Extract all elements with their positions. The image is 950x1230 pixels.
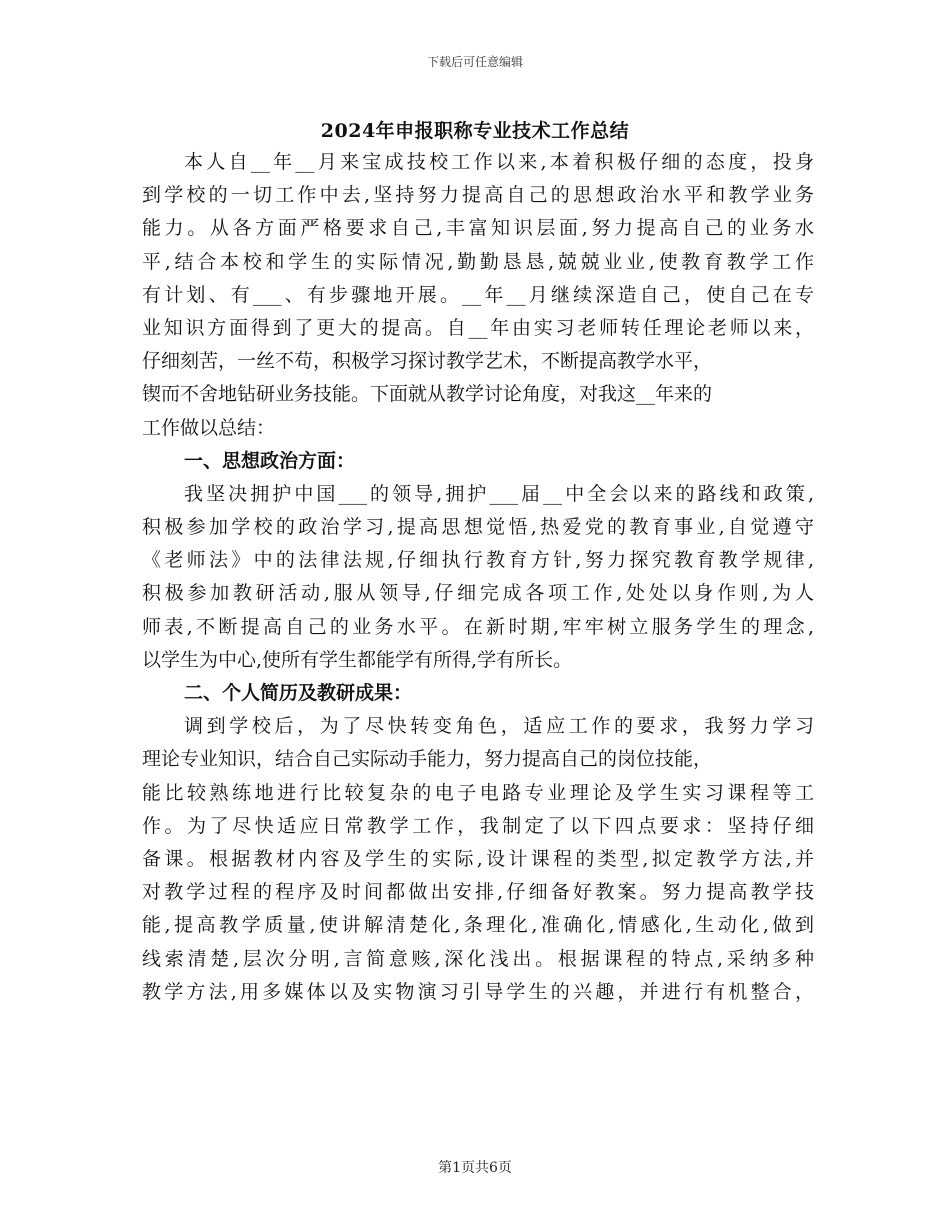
paragraph-line: 平,结合本校和学生的实际情况,勤勤恳恳,兢兢业业,使教育教学工作 <box>142 250 814 273</box>
paragraph-line: 能力。从各方面严格要求自己,丰富知识层面,努力提高自己的业务水 <box>142 217 814 240</box>
section-heading: 二、个人简历及教研成果： <box>184 682 413 704</box>
document-title: 2024年申报职称专业技术工作总结 <box>320 120 630 142</box>
paragraph-line: 有计划、有___、有步骤地开展。__年__月继续深造自己，使自己在专 <box>142 283 814 306</box>
page-header: 下载后可任意编辑 <box>426 55 523 69</box>
paragraph-line: 师表,不断提高自己的业务水平。在新时期,牢牢树立服务学生的理念, <box>142 615 814 638</box>
paragraph-line: 到学校的一切工作中去,坚持努力提高自己的思想政治水平和教学业务 <box>142 184 814 207</box>
paragraph-line: 理论专业知识，结合自己实际动手能力，努力提高自己的岗位技能， <box>142 748 713 771</box>
paragraph-line: 线索清楚,层次分明,言简意赅,深化浅出。根据课程的特点,采纳多种 <box>142 947 814 970</box>
section-heading: 一、思想政治方面： <box>184 449 356 472</box>
paragraph-line: 工作做以总结： <box>142 416 276 439</box>
paragraph-line: 业知识方面得到了更大的提高。自__年由实习老师转任理论老师以来， <box>142 316 814 339</box>
paragraph-line: 《老师法》中的法律法规,仔细执行教育方针,努力探究教育教学规律, <box>142 549 814 572</box>
paragraph-line: 能,提高教学质量,使讲解清楚化,条理化,准确化,情感化,生动化,做到 <box>142 914 814 937</box>
page-footer: 第1页共6页 <box>438 1160 512 1176</box>
paragraph-line: 以学生为中心,使所有学生都能学有所得,学有所长。 <box>142 648 573 671</box>
paragraph-line: 对教学过程的程序及时间都做出安排,仔细备好教案。努力提高教学技 <box>142 881 814 904</box>
document-body <box>142 146 814 1009</box>
paragraph-line: 仔细刻苦，一丝不苟，积极学习探讨教学艺术，不断提高教学水平， <box>142 350 713 373</box>
paragraph-line: 积极参加学校的政治学习,提高思想觉悟,热爱党的教育事业,自觉遵守 <box>142 516 814 539</box>
paragraph-line: 锲而不舍地钻研业务技能。下面就从教学讨论角度，对我这__年来的 <box>142 383 713 406</box>
paragraph-line: 积极参加教研活动,服从领导,仔细完成各项工作,处处以身作则,为人 <box>142 582 814 605</box>
paragraph-line: 能比较熟练地进行比较复杂的电子电路专业理论及学生实习课程等工 <box>142 781 814 804</box>
paragraph-line: 我坚决拥护中国___的领导,拥护___届__中全会以来的路线和政策, <box>184 482 814 505</box>
paragraph-line: 备课。根据教材内容及学生的实际,设计课程的类型,拟定教学方法,并 <box>142 847 814 870</box>
paragraph-line: 作。为了尽快适应日常教学工作，我制定了以下四点要求：坚持仔细 <box>142 814 814 837</box>
paragraph-line: 本人自__年__月来宝成技校工作以来,本着积极仔细的态度，投身 <box>184 151 814 173</box>
paragraph-line: 教学方法,用多媒体以及实物演习引导学生的兴趣，并进行有机整合， <box>142 980 814 1003</box>
paragraph-line: 调到学校后，为了尽快转变角色，适应工作的要求，我努力学习 <box>184 715 814 738</box>
